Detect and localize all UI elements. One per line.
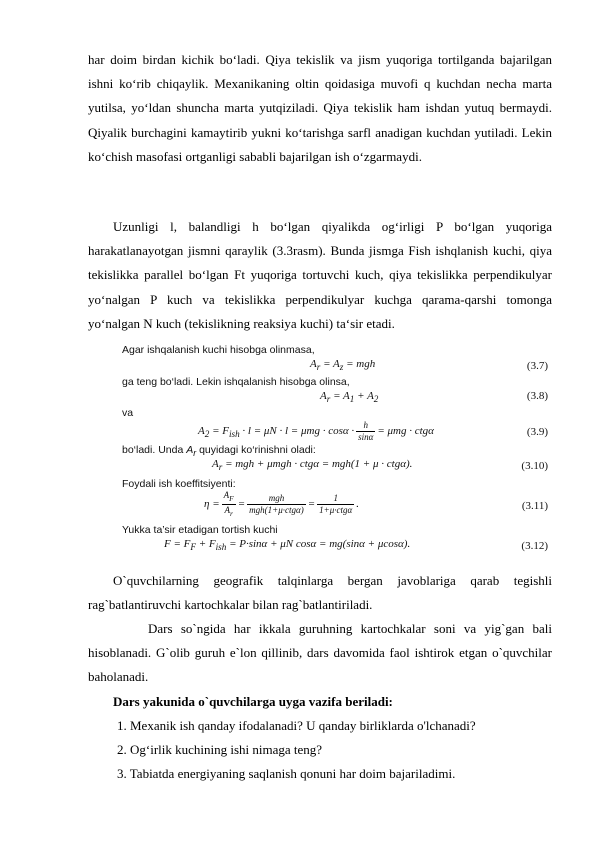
equation-number-3-8: (3.8) [526,390,548,402]
equation-3-11: η = $\frac{A_F}{A_r}$ = $\frac{\text{mgh}}{\text{mgh(1+μ·ctgα)}}$ = $\frac{1}{\text{1+μ·ctgα}}$ . [204,490,359,518]
paragraph-inclined-plane: Uzunligi l, balandligi h bo‘lgan qiyalikda og‘irligi P bo‘lgan yuqoriga harakatlanayotgan jismni qaraylik (3.3rasm). Bunda jismga Fish ishqlanish kuchi, qiya tekislikka parallel bo‘lgan Ft yuqoriga tortuvchi kuch, qiya tekislikka perpendikulyar yo‘nalgan P kuch va tekislikka perpendikulyar kuchga qarama-qarshi tomonga yo‘nalgan N kuch (tekislikning reaksiya kuchi) ta‘sir etadi. [88,219,552,331]
question-1: 1. Mexanik ish qanday ifodalanadi? U qanday birliklarda o'lchanadi? [117,718,476,733]
formula-text-6: Yukka ta’sir etadigan tortish kuchi [122,524,278,536]
equation-number-3-7: (3.7) [526,360,548,372]
formula-text-1: Agar ishqalanish kuchi hisobga olinmasa, [122,344,315,356]
equation-number-3-9: (3.9) [526,426,548,438]
equation-3-10: $A_r$ = mgh + μmgh · ctgα = mgh(1 + μ · ctgα). [212,458,413,473]
formula-image [118,344,548,556]
equation-3-9: $A_2 = F_{ish} \cdot l = \mu N \cdot l = \mu mg \cdot \cos\alpha$ · $\frac{h}{\sin\alpha}$ = μmg · ctgα [198,420,434,442]
homework-heading: Dars yakunida o`quvchilarga uyga vazifa beriladi: [113,694,393,709]
formula-text-3: va [122,407,134,419]
formula-text-2: ga teng bo‘ladi. Lekin ishqalanish hisobga olinsa, [122,376,350,388]
equation-3-7: $A_r = A_z$ = mgh [310,358,376,373]
paragraph-student-answers: O`quvchilarning geografik talqinlarga bergan javoblariga qarab tegishli rag`batlantiruvchi kartochkalar bilan rag`batlantiriladi. [88,573,552,613]
paragraph-golden-rule: har doim birdan kichik bo‘ladi. Qiya tekislik va jism yuqoriga tortilganda bajarilgan ishni ko‘rib chiqaylik. Mexanikaning oltin qoidasiga muvofi q kuchdan necha marta yutilsa, yo‘ldan shuncha marta yutqiziladi. Qiya tekislik ham ishdan yutuq bermaydi. Qiyalik burchagini kamaytirib yukni ko‘tarishga sarfl anadigan kuchdan yutiladi. Lekin ko‘chish masofasi ortganligi sababli bajarilgan ish o‘zgarmaydi. [88,52,552,164]
equation-number-3-12: (3.12) [521,540,548,552]
equation-3-12: $F = F_F + F_{ish} = P\cdot\sin\alpha + \mu N$ cosα = mg(sinα + μcosα). [164,538,411,553]
question-2: 2. Og‘irlik kuchining ishi nimaga teng? [117,742,323,757]
formula-text-5: Foydali ish koeffitsiyenti: [122,478,236,490]
formula-text-4: bo‘ladi. Unda $A_r$ quyidagi ko‘rinishni oladi: [122,444,316,459]
question-3: 3. Tabiatda energiyaning saqlanish qonuni har doim bajariladimi. [117,766,456,781]
equation-number-3-10: (3.10) [521,460,548,472]
equation-3-8: $A_r = A_1 + A_2$ [320,390,379,405]
equation-number-3-11: (3.11) [521,500,548,512]
paragraph-lesson-end: Dars so`ngida har ikkala guruhning kartochkalar soni va yig`gan bali hisoblanadi. G`olib guruh e`lon qillinib, dars davomida faol ishtirok etgan o`quvchilar baholanadi. [88,621,552,685]
